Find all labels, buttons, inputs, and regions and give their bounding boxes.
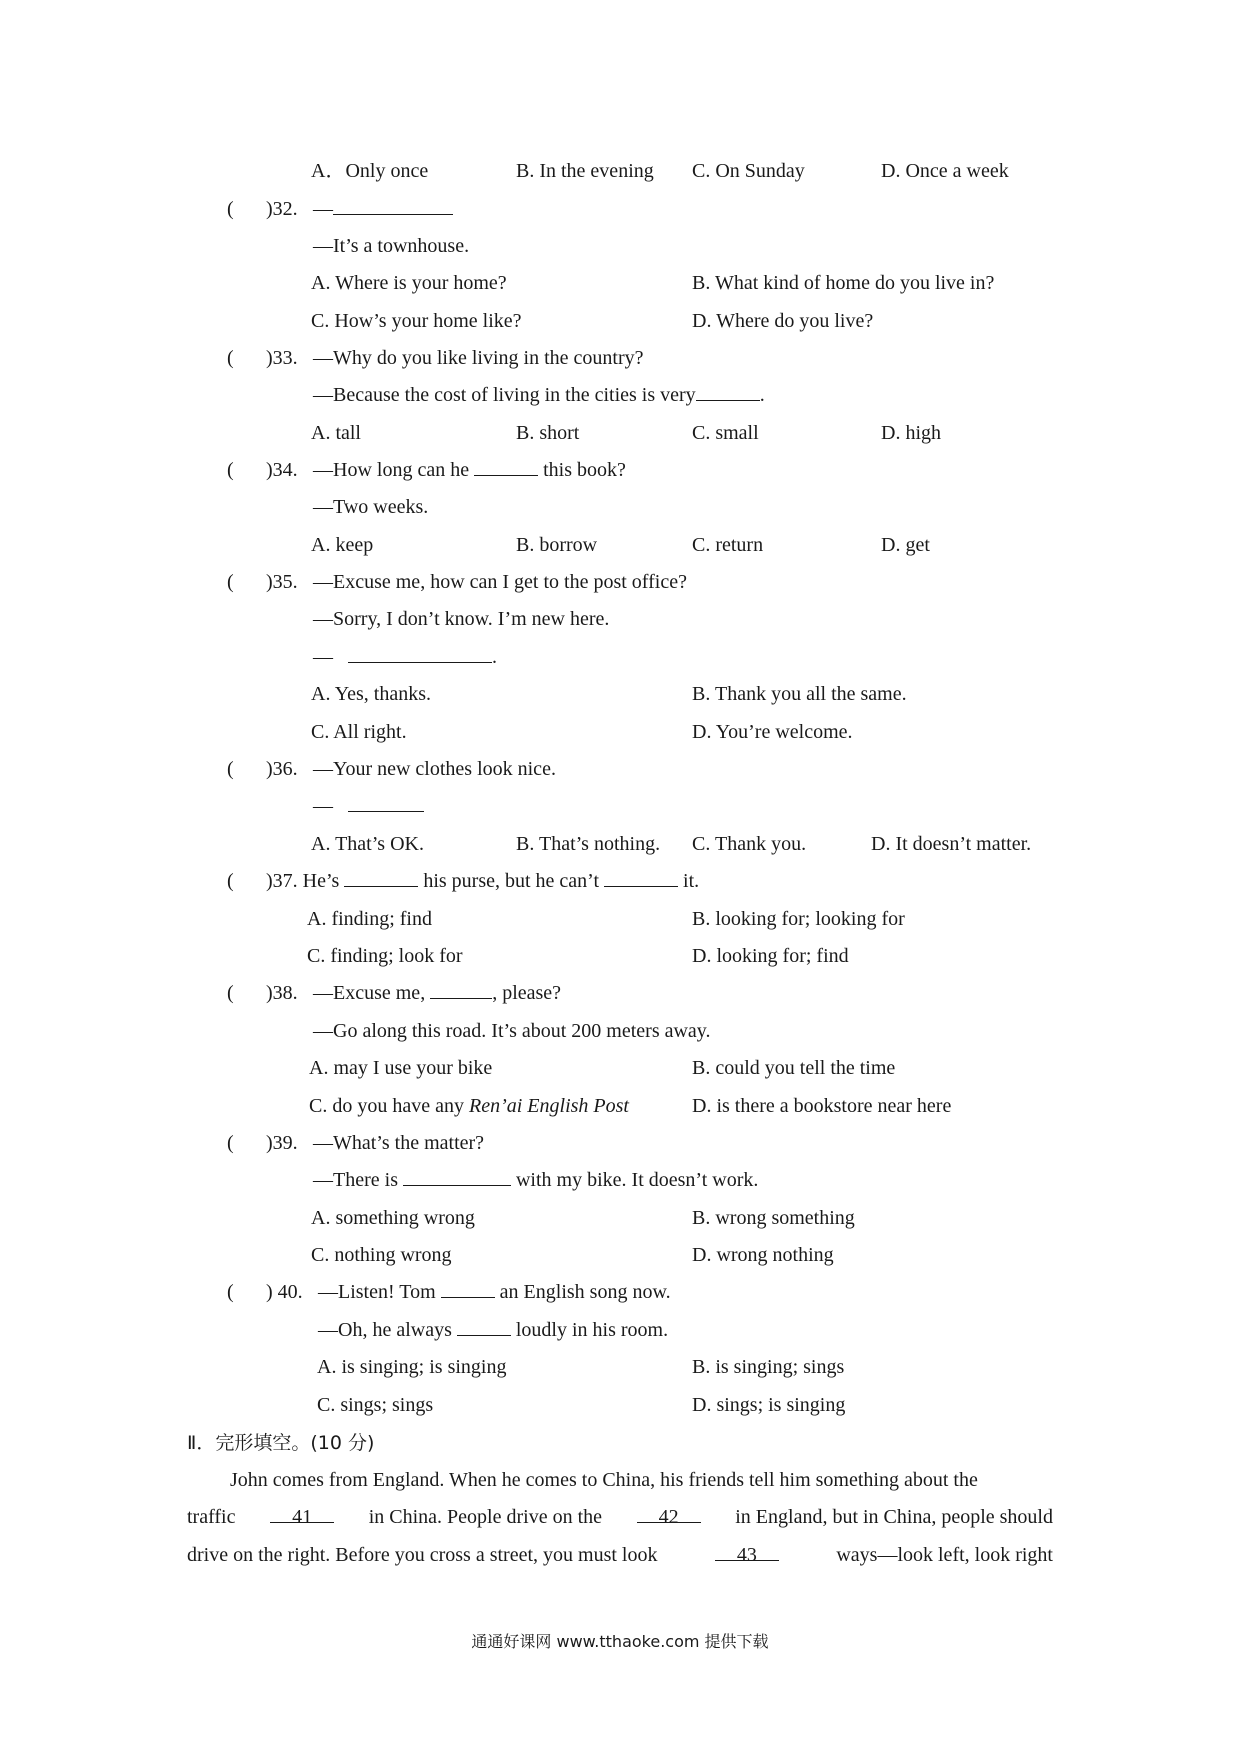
q37-prompt: )37. He’s his purse, but he can’t it.	[266, 866, 699, 896]
q35-option-c: C. All right.	[311, 721, 407, 743]
q36-option-d: D. It doesn’t matter.	[871, 833, 1032, 855]
q36-option-b: B. That’s nothing.	[516, 833, 661, 855]
q34-prompt: —How long can he this book?	[313, 455, 626, 485]
q32-answer-paren[interactable]: (	[227, 198, 234, 220]
q31-option-c: C. On Sunday	[692, 160, 805, 182]
q38-option-c: C. do you have any Ren’ai English Post	[309, 1095, 629, 1117]
q32-option-d: D. Where do you live?	[692, 310, 874, 332]
q34-option-d: D. get	[881, 534, 930, 556]
q36-answer-paren[interactable]: (	[227, 758, 234, 780]
q33-answer-paren[interactable]: (	[227, 347, 234, 369]
q40-option-d: D. sings; is singing	[692, 1394, 846, 1416]
q32-prompt: —	[313, 194, 453, 224]
q33-blank[interactable]	[696, 380, 760, 401]
q37-option-d: D. looking for; find	[692, 945, 849, 967]
q35-answer-paren[interactable]: (	[227, 571, 234, 593]
q35-answer: —Sorry, I don’t know. I’m new here.	[313, 608, 610, 630]
q38-prompt: —Excuse me, , please?	[313, 978, 561, 1008]
q40-answer-paren[interactable]: (	[227, 1281, 234, 1303]
q37-answer-paren[interactable]: (	[227, 870, 234, 892]
q37-option-a: A. finding; find	[307, 908, 432, 930]
q31-option-a: A．Only once	[311, 160, 429, 182]
blank-41[interactable]: 41	[270, 1502, 334, 1523]
q39-answer: —There is with my bike. It doesn’t work.	[313, 1165, 758, 1195]
q33-prompt: —Why do you like living in the country?	[313, 347, 644, 369]
q34-option-c: C. return	[692, 534, 764, 556]
q33-option-b: B. short	[516, 422, 580, 444]
q40-option-c: C. sings; sings	[317, 1394, 434, 1416]
q40-blank-2[interactable]	[457, 1315, 511, 1336]
q40-number: ) 40.	[266, 1281, 303, 1303]
q34-answer-paren[interactable]: (	[227, 459, 234, 481]
q33-option-a: A. tall	[311, 422, 361, 444]
q38-answer-paren[interactable]: (	[227, 982, 234, 1004]
q35-option-b: B. Thank you all the same.	[692, 683, 907, 705]
q37-blank-1[interactable]	[344, 866, 418, 887]
q39-prompt: —What’s the matter?	[313, 1132, 485, 1154]
q34-option-b: B. borrow	[516, 534, 598, 556]
q33-answer: —Because the cost of living in the cities is very .	[313, 380, 765, 410]
blank-43[interactable]: 43	[715, 1540, 779, 1561]
q32-answer: —It’s a townhouse.	[313, 235, 470, 257]
q32-option-c: C. How’s your home like?	[311, 310, 522, 332]
q35-option-d: D. You’re welcome.	[692, 721, 853, 743]
q33-number: )33.	[266, 347, 298, 369]
q32-option-a: A. Where is your home?	[311, 272, 507, 294]
q38-blank[interactable]	[430, 978, 492, 999]
q40-option-b: B. is singing; sings	[692, 1356, 845, 1378]
q39-option-b: B. wrong something	[692, 1207, 855, 1229]
q38-answer: —Go along this road. It’s about 200 meters away.	[313, 1020, 711, 1042]
q39-number: )39.	[266, 1132, 298, 1154]
q35-prompt: —Excuse me, how can I get to the post office?	[313, 571, 687, 593]
q34-option-a: A. keep	[311, 534, 374, 556]
q35-reply: — .	[313, 642, 497, 672]
q32-number: )32.	[266, 198, 298, 220]
q33-option-c: C. small	[692, 422, 759, 444]
q38-option-a: A. may I use your bike	[309, 1057, 493, 1079]
q35-blank[interactable]	[348, 642, 492, 663]
q31-option-d: D. Once a week	[881, 160, 1009, 182]
q38-option-b: B. could you tell the time	[692, 1057, 896, 1079]
q36-number: )36.	[266, 758, 298, 780]
q40-answer: —Oh, he always loudly in his room.	[318, 1315, 668, 1345]
q36-blank[interactable]	[348, 791, 424, 812]
q40-blank-1[interactable]	[441, 1277, 495, 1298]
q38-option-c-title: Ren’ai English Post	[468, 1095, 629, 1117]
q31-option-b: B. In the evening	[516, 160, 654, 182]
q35-number: )35.	[266, 571, 298, 593]
q39-option-a: A. something wrong	[311, 1207, 475, 1229]
q34-answer: —Two weeks.	[313, 496, 429, 518]
q39-answer-paren[interactable]: (	[227, 1132, 234, 1154]
passage-line-2: traffic 41 in China. People drive on the 42 in England, but in China, people should	[187, 1502, 1053, 1532]
q38-number: )38.	[266, 982, 298, 1004]
q39-blank[interactable]	[403, 1165, 511, 1186]
q39-option-d: D. wrong nothing	[692, 1244, 834, 1266]
passage-line-3: drive on the right. Before you cross a street, you must look 43 ways—look left, look right	[187, 1540, 1053, 1570]
blank-42[interactable]: 42	[637, 1502, 701, 1523]
q38-option-d: D. is there a bookstore near here	[692, 1095, 952, 1117]
q37-option-c: C. finding; look for	[307, 945, 463, 967]
q37-blank-2[interactable]	[604, 866, 678, 887]
passage-line-1: John comes from England. When he comes to China, his friends tell him something about the	[230, 1469, 978, 1491]
q40-option-a: A. is singing; is singing	[317, 1356, 507, 1378]
q34-blank[interactable]	[474, 455, 538, 476]
q35-option-a: A. Yes, thanks.	[311, 683, 432, 705]
q39-option-c: C. nothing wrong	[311, 1244, 452, 1266]
q32-blank[interactable]	[333, 194, 453, 215]
page-footer: 通通好课网 www.tthaoke.com 提供下载	[471, 1632, 769, 1651]
q37-option-b: B. looking for; looking for	[692, 908, 905, 930]
q40-prompt: —Listen! Tom an English song now.	[318, 1277, 671, 1307]
q34-number: )34.	[266, 459, 298, 481]
q36-option-c: C. Thank you.	[692, 833, 807, 855]
q32-option-b: B. What kind of home do you live in?	[692, 272, 995, 294]
q36-reply: —	[313, 791, 424, 821]
q36-prompt: —Your new clothes look nice.	[313, 758, 556, 780]
section-heading: Ⅱ．完形填空。(10 分)	[187, 1432, 375, 1454]
q33-option-d: D. high	[881, 422, 941, 444]
q36-option-a: A. That’s OK.	[311, 833, 424, 855]
